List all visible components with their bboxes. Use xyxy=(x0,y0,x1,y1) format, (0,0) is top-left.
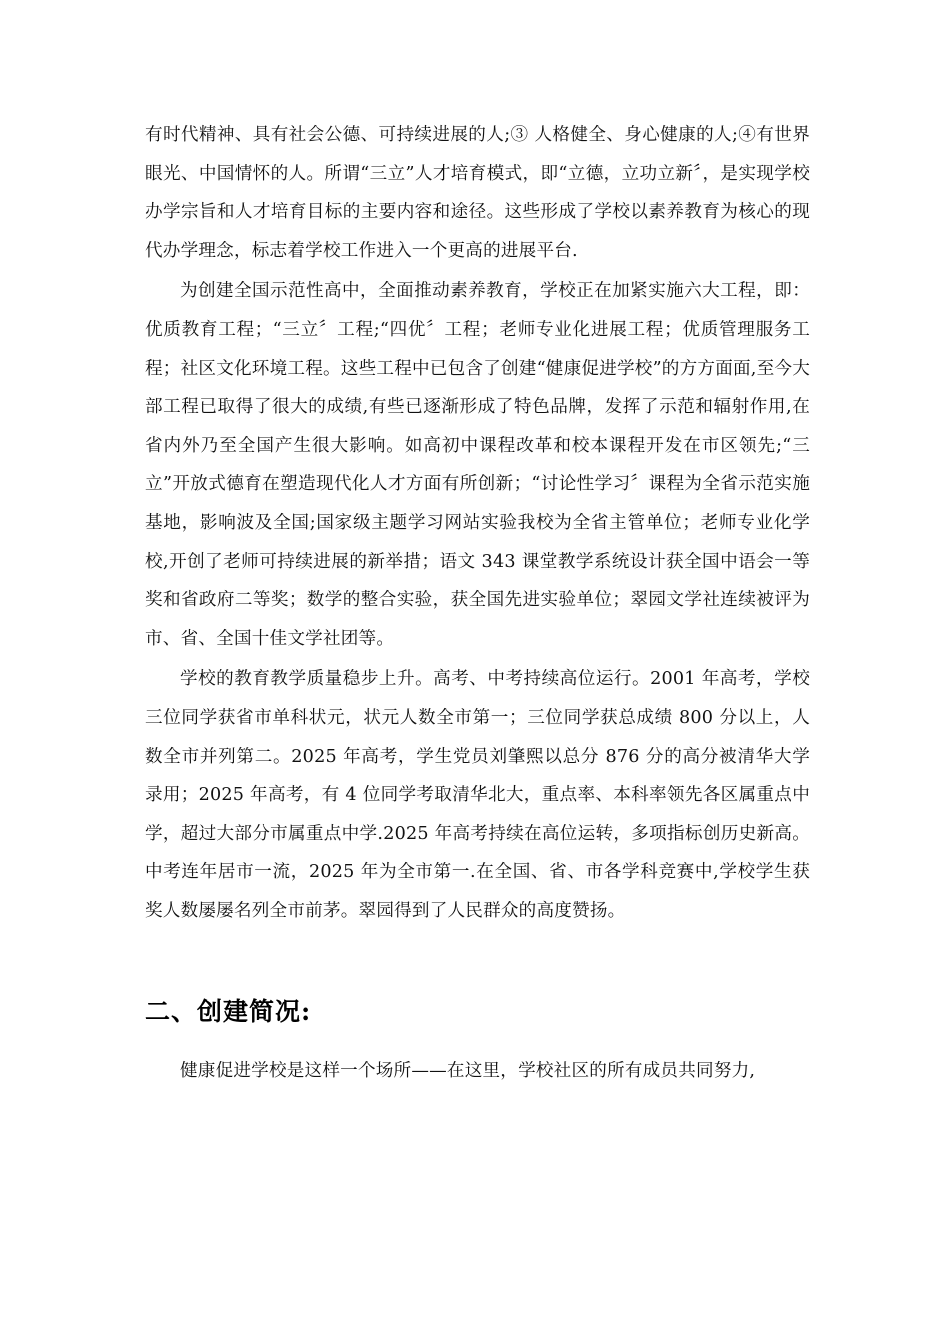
paragraph-six-projects: 为创建全国示范性高中，全面推动素养教育，学校正在加紧实施六大工程，即：优质教育工程；“三立〞工程;“四优〞工程；老师专业化进展工程；优质管理服务工程；社区文化环境工程。这些工程中已包含了创建“健康促进学校”的方方面面,至今大部工程已取得了很大的成绩,有些已逐渐形成了特色品牌，发挥了示范和辐射作用,在省内外乃至全国产生很大影响。如高初中课程改革和校本课程开发在市区领先;“三立”开放式德育在塑造现代化人才方面有所创新；“讨论性学习〞课程为全省示范实施基地，影响波及全国;国家级主题学习网站实验我校为全省主管单位；老师专业化学校,开创了老师可持续进展的新举措；语文 343 课堂教学系统设计获全国中语会一等奖和省政府二等奖；数学的整合实验，获全国先进实验单位；翠园文学社连续被评为市、省、全国十佳文学社团等。 xyxy=(145,281,810,649)
document-body xyxy=(145,116,810,1091)
section-heading: 二、创建简况: xyxy=(145,997,312,1027)
paragraph-school-philosophy: 有时代精神、具有社会公德、可持续进展的人;③ 人格健全、身心健康的人;④有世界眼光、中国情怀的人。所谓“三立”人才培育模式，即“立德，立功立新〞，是实现学校办学宗旨和人才培育目标的主要内容和途径。这些形成了学校以素养教育为核心的现代办学理念，标志着学校工作进入一个更高的进展平台. xyxy=(145,125,810,261)
paragraph-teaching-quality: 学校的教育教学质量稳步上升。高考、中考持续高位运行。2001 年高考，学校三位同学获省市单科状元，状元人数全市第一；三位同学获总成绩 800 分以上，人数全市并列第二。2025 年高考，学生党员刘肇熙以总分 876 分的高分被清华大学录用；2025 年高考，有 4 位同学考取清华北大，重点率、本科率领先各区属重点中学，超过大部分市属重点中学.2025 年高考持续在高位运转，多项指标创历史新高。中考连年居市一流，2025 年为全市第一.在全国、省、市各学科竞赛中,学校学生获奖人数屡屡名列全市前茅。翠园得到了人民群众的高度赞扬。 xyxy=(145,669,810,921)
paragraph-health-school-intro: 健康促进学校是这样一个场所——在这里，学校社区的所有成员共同努力, xyxy=(180,1061,756,1082)
